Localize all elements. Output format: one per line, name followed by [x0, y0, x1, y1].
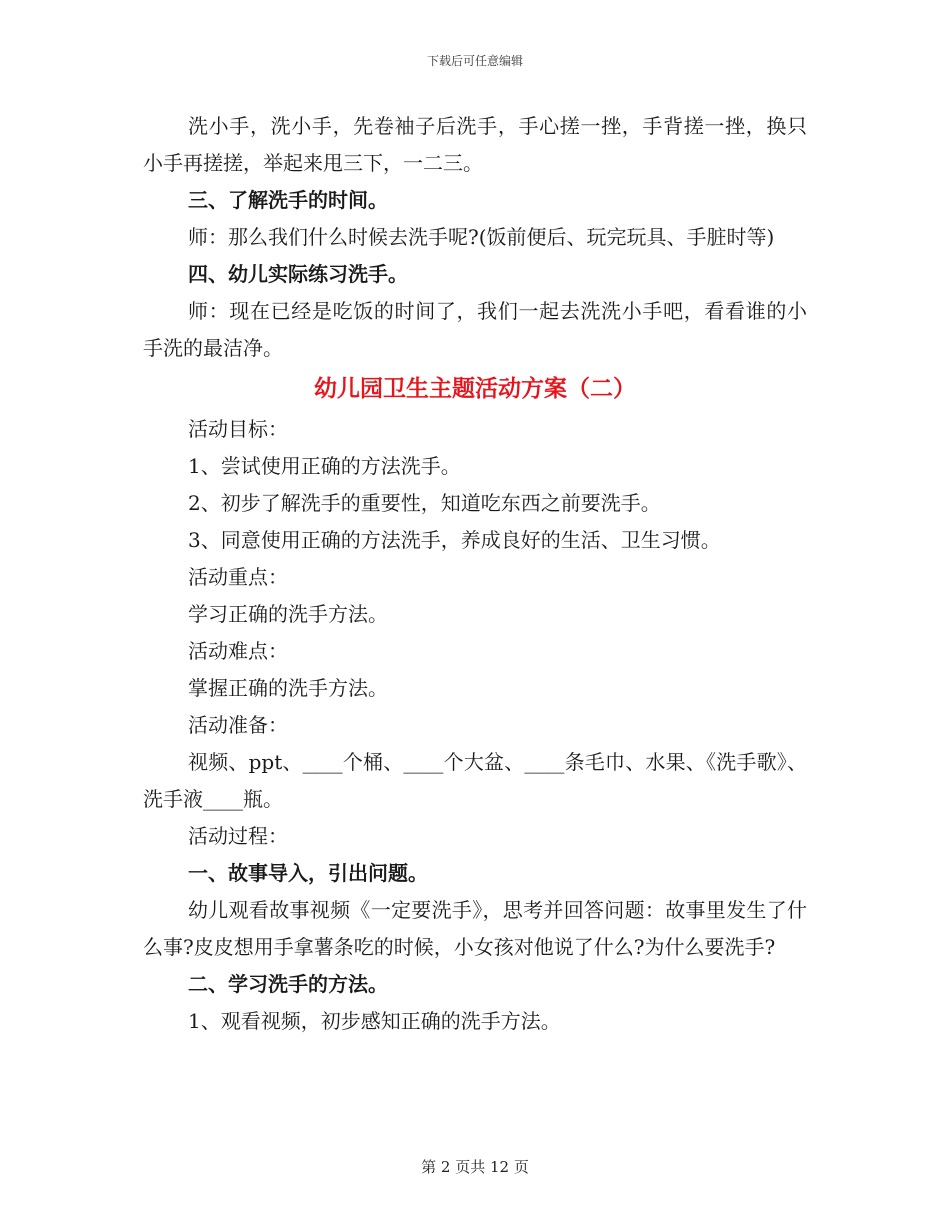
- materials-paragraph: 视频、ppt、____个桶、____个大盆、____条毛巾、水果、《洗手歌》、洗手液____瓶。: [143, 750, 807, 811]
- song-lyrics-paragraph: 洗小手，洗小手，先卷袖子后洗手，手心搓一挫，手背搓一挫，换只小手再搓搓，举起来甩三下，一二三。: [143, 114, 807, 175]
- body-paragraph: 幼儿观看故事视频《一定要洗手》，思考并回答问题：故事里发生了什么事?皮皮想用手拿薯条吃的时候，小女孩对他说了什么?为什么要洗手?: [143, 898, 807, 959]
- page-header: 下载后可任意编辑: [426, 54, 523, 68]
- document-body: [143, 108, 807, 1040]
- body-paragraph: 学习正确的洗手方法。: [188, 602, 388, 626]
- page-number-footer: 第 2 页共 12 页: [421, 1158, 529, 1176]
- section-heading: 三、了解洗手的时间。: [188, 188, 388, 212]
- section-heading: 一、故事导入，引出问题。: [188, 861, 428, 885]
- body-paragraph: 掌握正确的洗手方法。: [188, 676, 388, 700]
- goal-item: 1、尝试使用正确的方法洗手。: [188, 454, 461, 478]
- subheading-label: 活动难点：: [188, 639, 288, 663]
- subheading-label: 活动过程：: [188, 824, 288, 848]
- subheading-label: 活动准备：: [188, 713, 288, 737]
- section-heading: 四、幼儿实际练习洗手。: [188, 262, 408, 286]
- teacher-line-paragraph: 师：现在已经是吃饭的时间了，我们一起去洗洗小手吧，看看谁的小手洗的最洁净。: [143, 299, 807, 360]
- teacher-line-paragraph: 师：那么我们什么时候去洗手呢?(饭前便后、玩完玩具、手脏时等): [188, 225, 775, 249]
- subheading-label: 活动目标：: [188, 417, 288, 441]
- goal-item: 2、初步了解洗手的重要性，知道吃东西之前要洗手。: [188, 491, 661, 515]
- section-heading: 二、学习洗手的方法。: [188, 972, 388, 996]
- subheading-label: 活动重点：: [188, 565, 288, 589]
- body-paragraph: 1、观看视频，初步感知正确的洗手方法。: [188, 1009, 561, 1033]
- document-section-title: 幼儿园卫生主题活动方案（二）: [314, 375, 636, 402]
- goal-item: 3、同意使用正确的方法洗手，养成良好的生活、卫生习惯。: [188, 528, 721, 552]
